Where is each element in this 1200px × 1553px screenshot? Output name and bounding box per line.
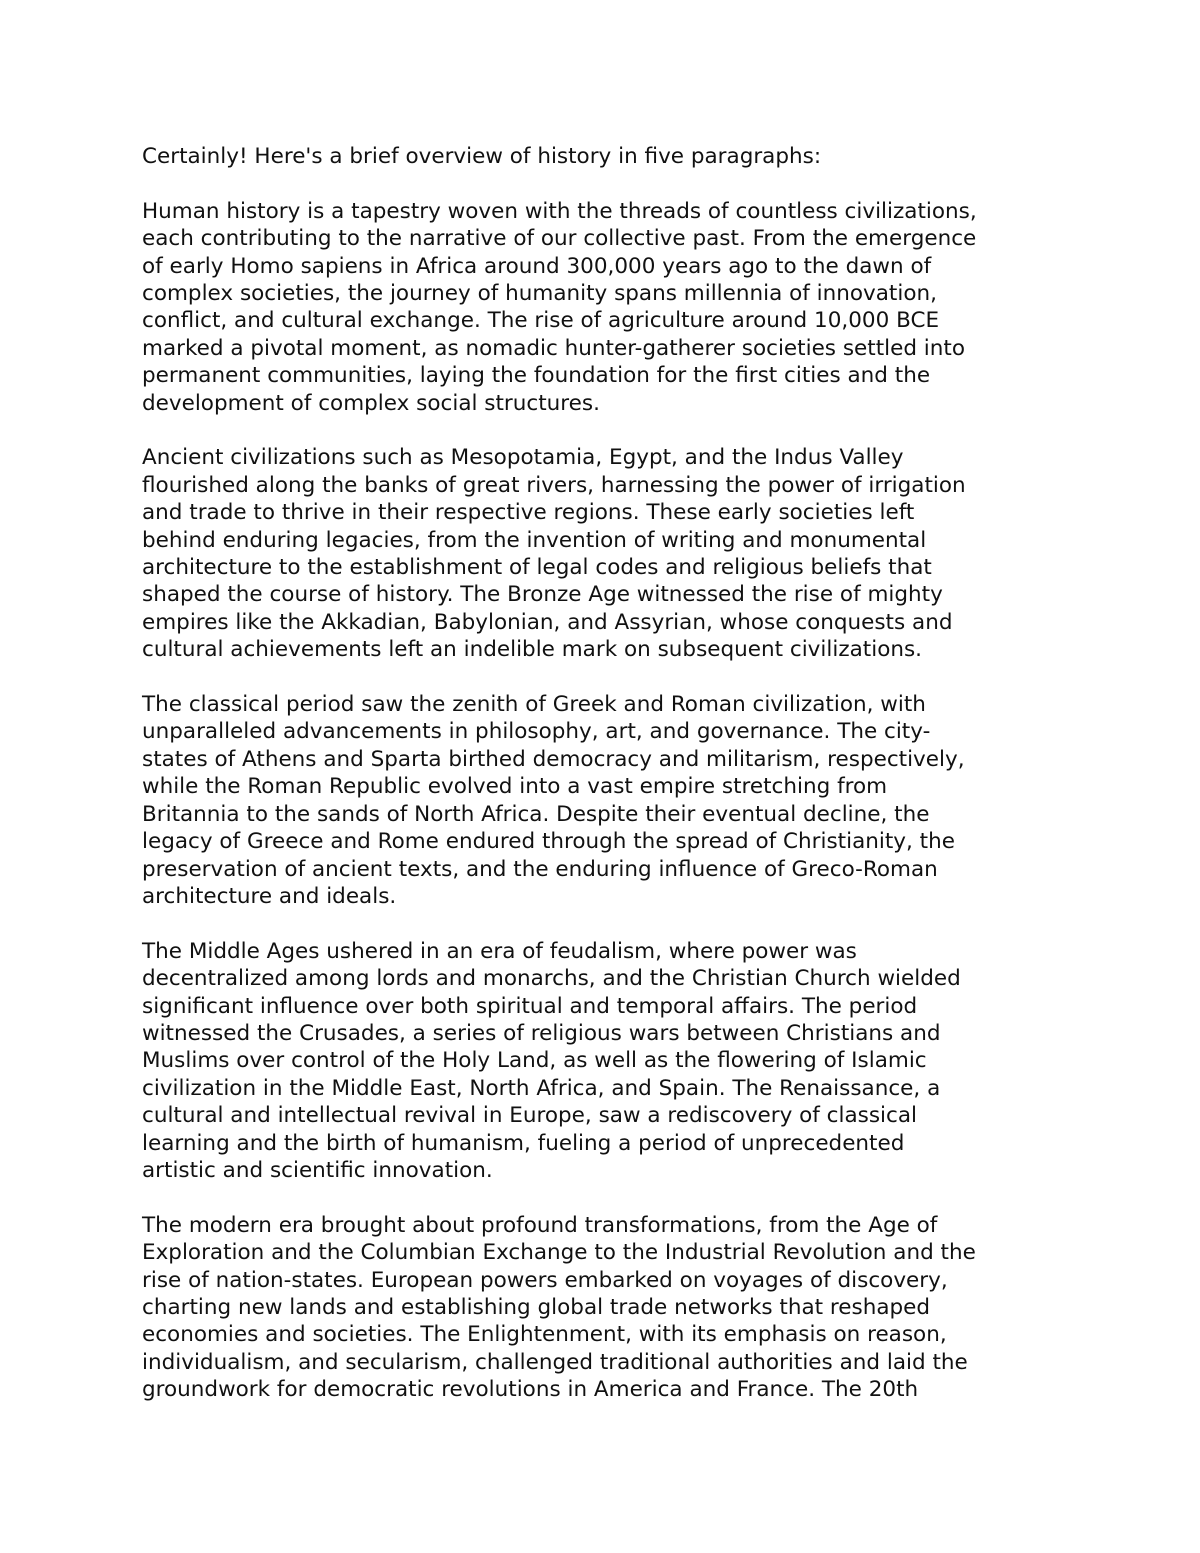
paragraph-2: Ancient civilizations such as Mesopotamia, Egypt, and the Indus Valley flourished along the banks of great rivers, harnessing the power of irrigation and trade to thrive in their respective regions. These early societies left behind enduring legacies, from the invention of writing and monumental architecture to the establishment of legal codes and religious beliefs that shaped the course of history. The Bronze Age witnessed the rise of mighty empires like the Akkadian, Babylonian, and Assyrian, whose conquests and cultural achievements left an indelible mark on subsequent civilizations. bbox=[142, 445, 966, 663]
intro-paragraph: Certainly! Here's a brief overview of history in five paragraphs: bbox=[142, 144, 822, 169]
paragraph-3: The classical period saw the zenith of Greek and Roman civilization, with unparalleled advancements in philosophy, art, and governance. The city- states of Athens and Sparta birthed democracy and militarism, respectively, while the Roman Republic evolved into a vast empire stretching from Britannia to the sands of North Africa. Despite their eventual decline, the legacy of Greece and Rome endured through the spread of Christianity, the preservation of ancient texts, and the enduring influence of Greco-Roman architecture and ideals. bbox=[142, 692, 965, 909]
document-body bbox=[142, 143, 1072, 1431]
paragraph-4: The Middle Ages ushered in an era of feudalism, where power was decentralized among lords and monarchs, and the Christian Church wielded significant influence over both spiritual and temporal affairs. The period witnessed the Crusades, a series of religious wars between Christians and Muslims over control of the Holy Land, as well as the flowering of Islamic civilization in the Middle East, North Africa, and Spain. The Renaissance, a cultural and intellectual revival in Europe, saw a rediscovery of classical learning and the birth of humanism, fueling a period of unprecedented artistic and scientific innovation. bbox=[142, 938, 961, 1183]
paragraph-1: Human history is a tapestry woven with the threads of countless civilizations, each contributing to the narrative of our collective past. From the emergence of early Homo sapiens in Africa around 300,000 years ago to the dawn of complex societies, the journey of humanity spans millennia of innovation, conflict, and cultural exchange. The rise of agriculture around 10,000 BCE marked a pivotal moment, as nomadic hunter-gatherer societies settled into permanent communities, laying the foundation for the first cities and the development of complex social structures. bbox=[142, 198, 977, 416]
paragraph-5: The modern era brought about profound transformations, from the Age of Exploration and the Columbian Exchange to the Industrial Revolution and the rise of nation-states. European powers embarked on voyages of discovery, charting new lands and establishing global trade networks that reshaped economies and societies. The Enlightenment, with its emphasis on reason, individualism, and secularism, challenged traditional authorities and laid the groundwork for democratic revolutions in America and France. The 20th bbox=[142, 1212, 976, 1403]
